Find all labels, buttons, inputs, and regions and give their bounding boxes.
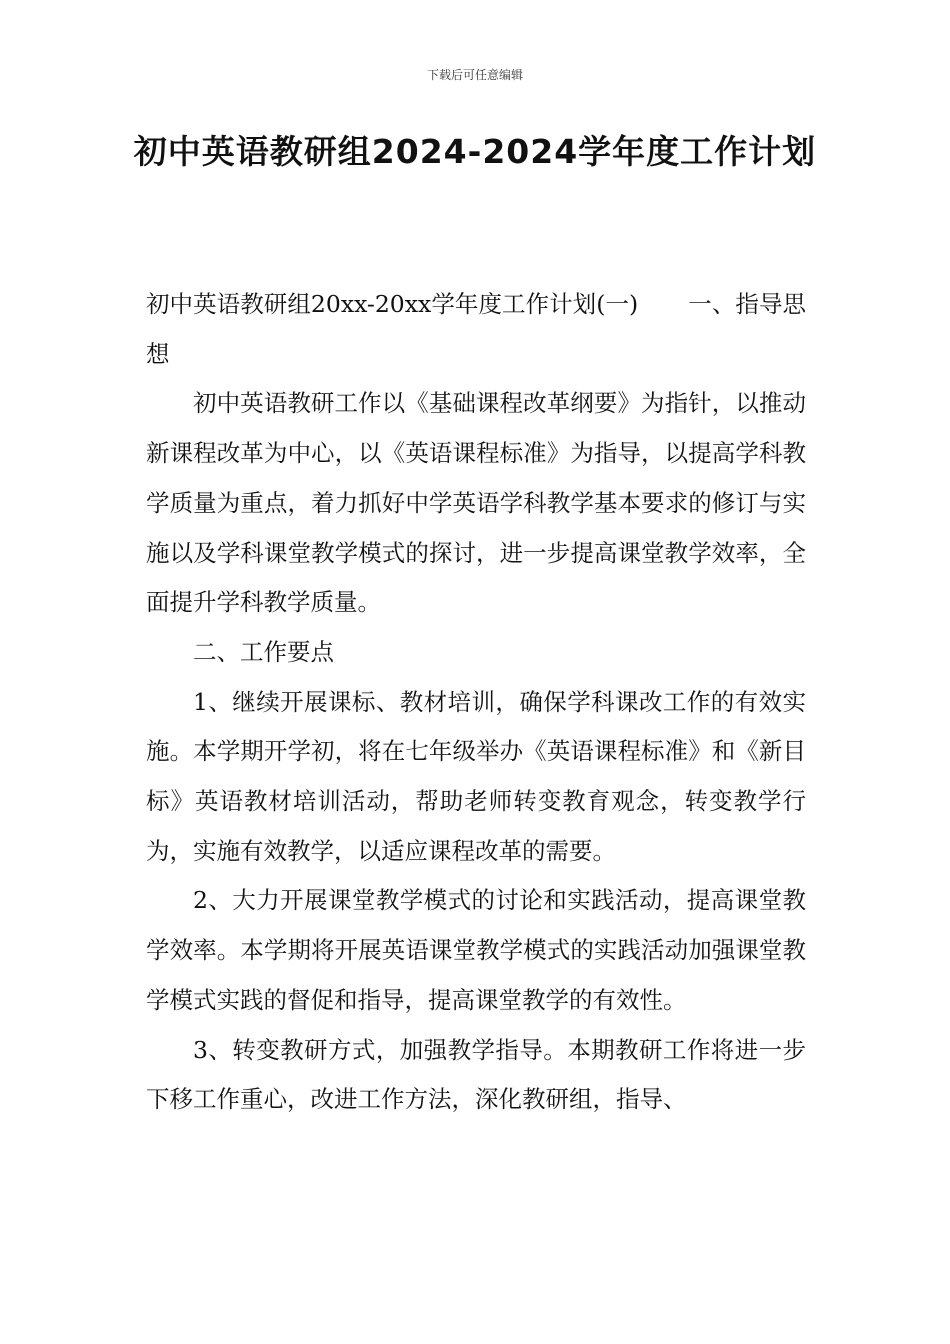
section-heading-work-points: 二、工作要点 <box>193 637 334 666</box>
document-title: 初中英语教研组2024-2024学年度工作计划 <box>133 132 817 171</box>
section-heading-guiding-thought: 一、指导思想 <box>146 290 807 368</box>
document-body <box>146 280 806 1125</box>
paragraph-point-3: 3、转变教研方式，加强教学指导。本期教研工作将进一步下移工作重心，改进工作方法，深化教研组，指导、 <box>146 1035 806 1114</box>
paragraph-point-1: 1、继续开展课标、教材培训，确保学科课改工作的有效实施。本学期开学初，将在七年级举办《英语课程标准》和《新目标》英语教材培训活动，帮助老师转变教育观念，转变教学行为，实施有效教学，以适应课程改革的需要。 <box>146 687 806 865</box>
header-note: 下载后可任意编辑 <box>426 68 523 82</box>
paragraph-guiding-thought: 初中英语教研工作以《基础课程改革纲要》为指针，以推动新课程改革为中心，以《英语课程标准》为指导，以提高学科教学质量为重点，着力抓好中学英语学科教学基本要求的修订与实施以及学科课堂教学模式的探讨，进一步提高课堂教学效率，全面提升学科教学质量。 <box>146 389 806 617</box>
plan-subtitle: 初中英语教研组20xx-20xx学年度工作计划(一) <box>146 290 639 318</box>
paragraph-intro <box>146 280 806 379</box>
paragraph-point-2: 2、大力开展课堂教学模式的讨论和实践活动，提高课堂教学效率。本学期将开展英语课堂教学模式的实践活动加强课堂教学模式实践的督促和指导，提高课堂教学的有效性。 <box>146 886 806 1014</box>
